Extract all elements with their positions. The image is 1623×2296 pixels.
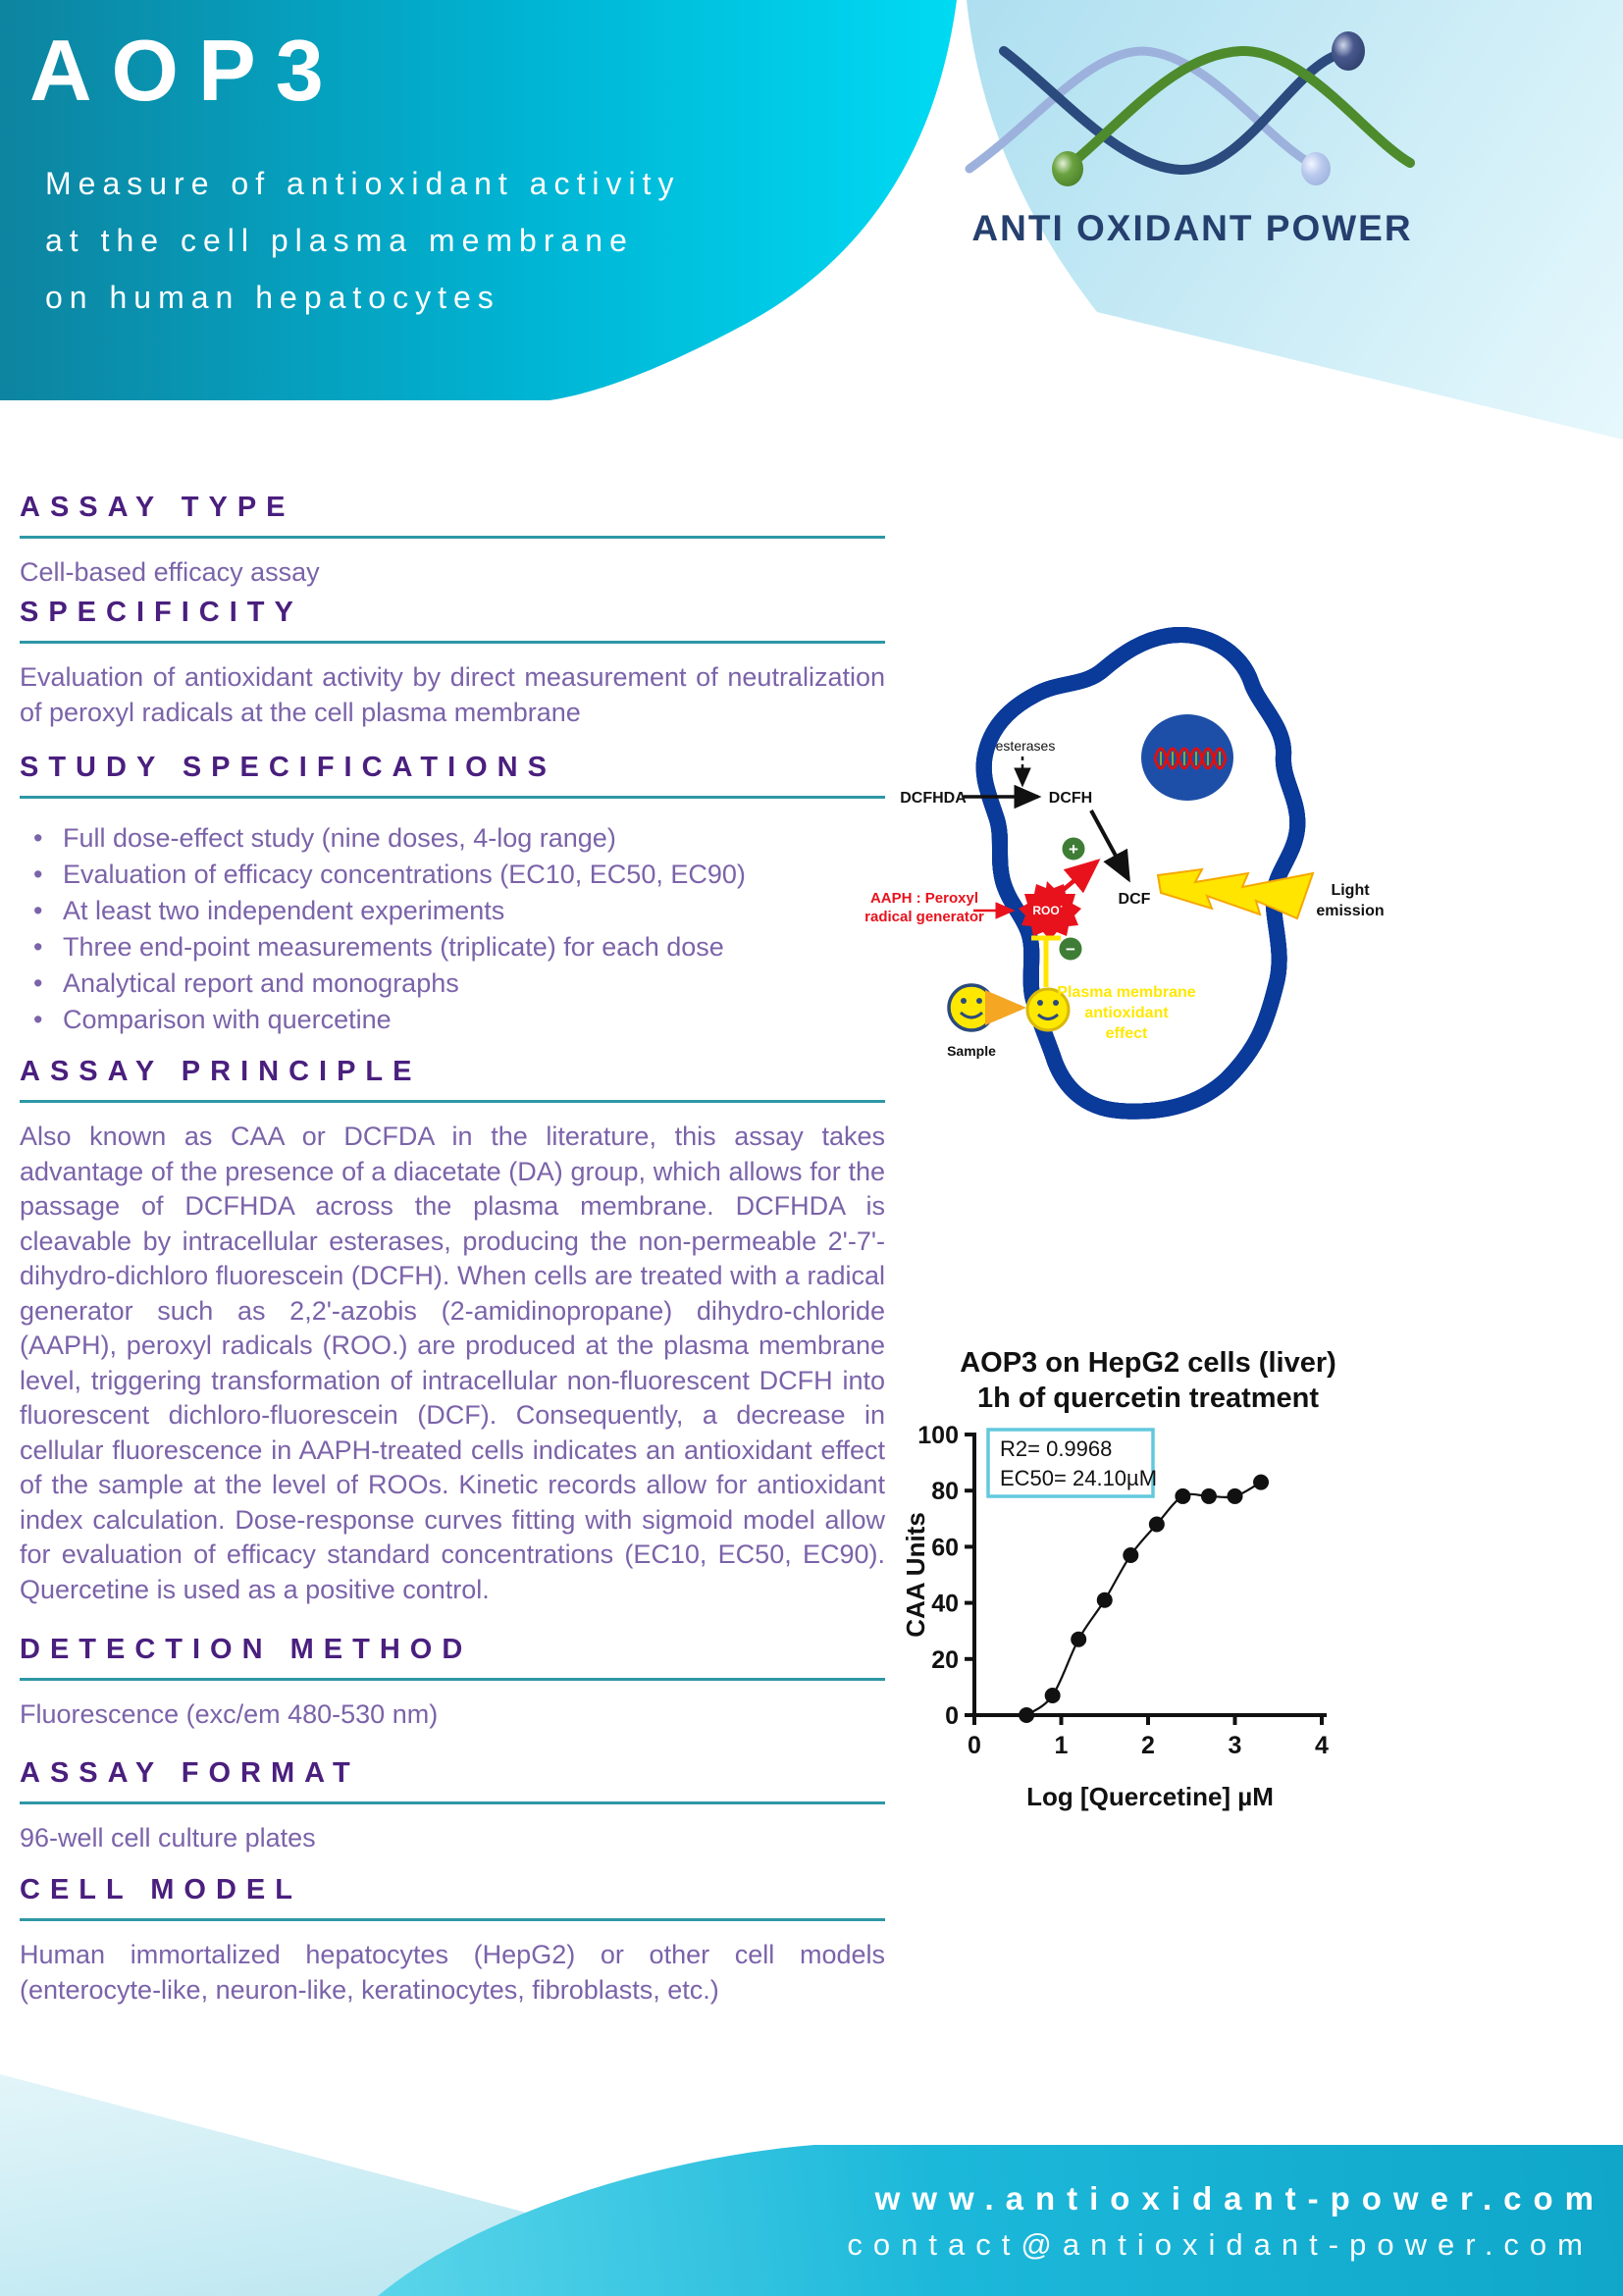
section-study-specifications — [20, 751, 885, 1038]
section-specificity — [20, 596, 885, 730]
dcfh-label: DCFH — [1048, 790, 1093, 807]
logo-ball-periwinkle — [1301, 152, 1331, 185]
section-heading: DETECTION METHOD — [20, 1633, 885, 1681]
section-body: 96-well cell culture plates — [20, 1823, 316, 1852]
section-detection-method — [20, 1633, 885, 1733]
svg-text:antioxidant: antioxidant — [1084, 1005, 1169, 1021]
svg-text:Plasma membrane: Plasma membrane — [1057, 984, 1196, 1001]
section-body: Fluorescence (exc/em 480-530 nm) — [20, 1699, 439, 1729]
section-heading: SPECIFICITY — [20, 596, 885, 644]
footer-teal-shape — [378, 2145, 1623, 2296]
bullet-item: • At least two independent experiments — [20, 893, 885, 929]
svg-text:1: 1 — [1054, 1732, 1069, 1759]
svg-text:3: 3 — [1228, 1732, 1242, 1759]
section-cell-model — [20, 1873, 885, 2008]
section-assay-type — [20, 491, 885, 591]
bullet-item: • Three end-point measurements (triplicate) for each dose — [20, 929, 885, 965]
chart-title-line: AOP3 on HepG2 cells (liver) — [960, 1347, 1336, 1379]
aaph-label: radical generator — [864, 909, 984, 925]
bullet-item: • Full dose-effect study (nine doses, 4-log range) — [20, 820, 885, 857]
svg-text:20: 20 — [931, 1645, 959, 1674]
x-axis-label: Log [Quercetine] µM — [1026, 1782, 1274, 1811]
data-point — [1201, 1488, 1217, 1504]
section-heading: CELL MODEL — [20, 1873, 885, 1921]
svg-text:2: 2 — [1141, 1732, 1155, 1759]
svg-text:100: 100 — [917, 1422, 959, 1449]
section-body: Cell-based efficacy assay — [20, 557, 320, 587]
roo-label: ROO˙ — [1032, 904, 1064, 917]
svg-text:4: 4 — [1315, 1732, 1329, 1759]
svg-text:0: 0 — [945, 1702, 959, 1730]
fit-curve — [1026, 1483, 1261, 1715]
section-body: Evaluation of antioxidant activity by direct measurement of neutralization of peroxyl radicals at the cell plasma membrane — [20, 662, 885, 727]
svg-text:+: + — [1069, 840, 1078, 859]
data-point — [1175, 1488, 1190, 1504]
lightning-bolt-icon — [1158, 869, 1313, 918]
data-point — [1123, 1547, 1138, 1563]
bullet-item: • Evaluation of efficacy concentrations (EC10, EC50, EC90) — [20, 857, 885, 893]
dcf-label: DCF — [1118, 891, 1151, 908]
dcfh-to-dcf-arrow — [1091, 810, 1128, 879]
svg-text:emission: emission — [1316, 903, 1385, 919]
data-point — [1253, 1475, 1269, 1490]
section-heading: ASSAY PRINCIPLE — [20, 1055, 885, 1103]
section-body: Human immortalized hepatocytes (HepG2) or other cell models (enterocyte-like, neuron-like, keratinocytes, fibroblasts, etc.) — [20, 1940, 885, 2005]
section-assay-format — [20, 1756, 885, 1856]
dcfhda-label: DCFHDA — [900, 790, 967, 807]
svg-text:effect: effect — [1105, 1025, 1148, 1042]
assay-principle-diagram — [864, 608, 1623, 1158]
data-point — [1228, 1488, 1243, 1504]
data-point — [1019, 1707, 1034, 1723]
study-specs-list — [20, 820, 885, 1038]
roo-activation-arrow — [1061, 861, 1097, 892]
chart-title-line: 1h of quercetin treatment — [976, 1383, 1320, 1414]
contact-email-link[interactable]: contact@antioxidant-power.com — [847, 2227, 1594, 2262]
svg-text:80: 80 — [931, 1478, 959, 1506]
esterases-label: esterases — [995, 738, 1056, 754]
page-subtitle — [45, 155, 680, 326]
data-points — [1019, 1475, 1269, 1723]
data-point — [1045, 1688, 1061, 1703]
data-point — [1097, 1592, 1113, 1608]
sample-smiley-icon — [949, 985, 994, 1030]
r2-annotation: R2= 0.9968 — [1000, 1436, 1113, 1461]
subtitle-line: Measure of antioxidant activity — [45, 166, 681, 201]
website-link[interactable]: www.antioxidant-power.com — [874, 2180, 1605, 2217]
data-point — [1071, 1632, 1086, 1647]
plus-icon — [1061, 836, 1086, 861]
membrane-effect-label — [1057, 984, 1196, 1042]
svg-text:60: 60 — [931, 1534, 959, 1562]
svg-text:−: − — [1066, 940, 1075, 959]
section-heading: STUDY SPECIFICATIONS — [20, 751, 885, 799]
subtitle-line: on human hepatocytes — [45, 280, 500, 315]
bullet-item: • Analytical report and monographs — [20, 965, 885, 1002]
light-emission-label — [1316, 882, 1384, 919]
dose-response-chart — [864, 1325, 1590, 1854]
bullet-item: • Comparison with quercetine — [20, 1002, 885, 1038]
minus-icon — [1058, 936, 1083, 962]
data-point — [1149, 1517, 1165, 1533]
ec50-annotation: EC50= 24.10µM — [1000, 1466, 1158, 1490]
aaph-label: AAPH : Peroxyl — [869, 890, 979, 907]
page-title: AOP3 — [29, 22, 343, 119]
subtitle-line: at the cell plasma membrane — [45, 223, 634, 258]
logo-ball-green — [1052, 151, 1083, 186]
brand-name: ANTI OXIDANT POWER — [971, 208, 1413, 248]
section-heading: ASSAY FORMAT — [20, 1756, 885, 1804]
section-body: Also known as CAA or DCFDA in the literature, this assay takes advantage of the presence of a diacetate (DA) group, which allows for the passage of DCFHDA across the plasma membrane. DCFHDA is cleavable by intracellular esterases, producing the non-permeable 2'-7'-dihydro-dichloro fluorescein (DCFH). When cells are treated with a radical generator such as 2,2'-azobis (2-amidinopropane) dihydro-chloride (AAPH), peroxyl radicals (ROO.) are produced at the plasma membrane level, triggering transformation of intracellular non-fluorescent DCFH into fluorescent dichloro-fluorescein (DCF). Consequently, a decrease in cellular fluorescence in AAPH-treated cells indicates an antioxidant effect of the sample at the level of ROOs. Kinetic records allow for antioxidant index calculation. Dose-response curves fitting with sigmoid model allow for evaluation of efficacy standard concentrations (EC10, EC50, EC90). Quercetine is used as a positive control. — [20, 1122, 885, 1604]
logo-ball-navy — [1332, 31, 1365, 71]
svg-text:0: 0 — [968, 1732, 981, 1759]
section-heading: ASSAY TYPE — [20, 491, 885, 539]
svg-text:40: 40 — [931, 1590, 959, 1618]
section-assay-principle — [20, 1055, 885, 1607]
y-axis-label: CAA Units — [901, 1512, 930, 1638]
svg-text:Light: Light — [1331, 882, 1370, 899]
sample-label: Sample — [947, 1043, 996, 1059]
